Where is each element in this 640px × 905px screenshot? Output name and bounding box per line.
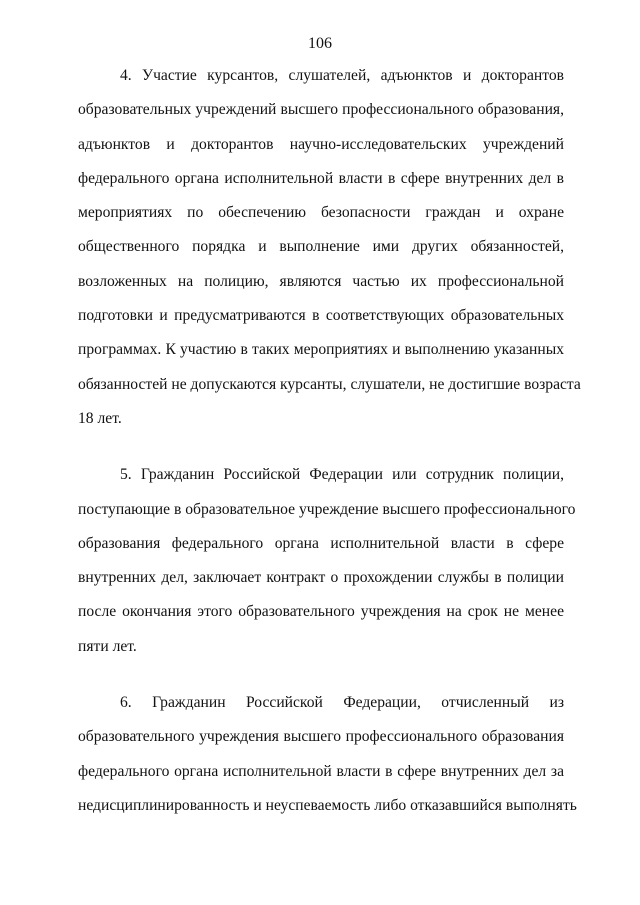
text-line: после окончания этого образовательного учреждения на срок не менее: [78, 603, 564, 621]
text-line: образования федерального органа исполнительной власти в сфере: [78, 534, 564, 552]
text-line: подготовки и предусматриваются в соответствующих образовательных: [78, 307, 564, 325]
text-line: пяти лет.: [78, 637, 137, 655]
paragraph-4: [78, 66, 581, 443]
body-text: [78, 66, 581, 830]
text-line: 18 лет.: [78, 409, 122, 427]
page-number: 106: [308, 35, 332, 52]
text-line: 6. Гражданин Российской Федерации, отчисленный из: [120, 694, 564, 712]
text-line: общественного порядка и выполнение ими других обязанностей,: [78, 238, 564, 256]
text-line: программах. К участию в таких мероприятиях и выполнению указанных: [78, 341, 564, 359]
text-line: возложенных на полицию, являются частью их профессиональной: [78, 272, 564, 290]
paragraph-6: [78, 693, 577, 830]
text-line: внутренних дел, заключает контракт о прохождении службы в полиции: [78, 569, 564, 587]
text-line: адъюнктов и докторантов научно-исследовательских учреждений: [78, 135, 564, 153]
text-line: мероприятиях по обеспечению безопасности граждан и охране: [78, 204, 564, 222]
text-line: 5. Гражданин Российской Федерации или сотрудник полиции,: [120, 466, 564, 484]
text-line: федерального органа исполнительной власти в сфере внутренних дел за: [78, 762, 564, 780]
text-line: 4. Участие курсантов, слушателей, адъюнктов и докторантов: [120, 67, 564, 84]
paragraph-gap: [78, 671, 564, 693]
text-line: федерального органа исполнительной власти в сфере внутренних дел в: [78, 169, 564, 187]
text-line: образовательного учреждения высшего профессионального образования: [78, 728, 564, 746]
text-line: недисциплинированность и неуспеваемость либо отказавшийся выполнять: [78, 796, 577, 814]
text-line: образовательных учреждений высшего профессионального образования,: [78, 101, 564, 119]
paragraph-gap: [78, 443, 564, 465]
text-line: обязанностей не допускаются курсанты, слушатели, не достигшие возраста: [78, 375, 581, 393]
text-line: поступающие в образовательное учреждение высшего профессионального: [78, 500, 576, 518]
paragraph-5: [78, 465, 576, 671]
